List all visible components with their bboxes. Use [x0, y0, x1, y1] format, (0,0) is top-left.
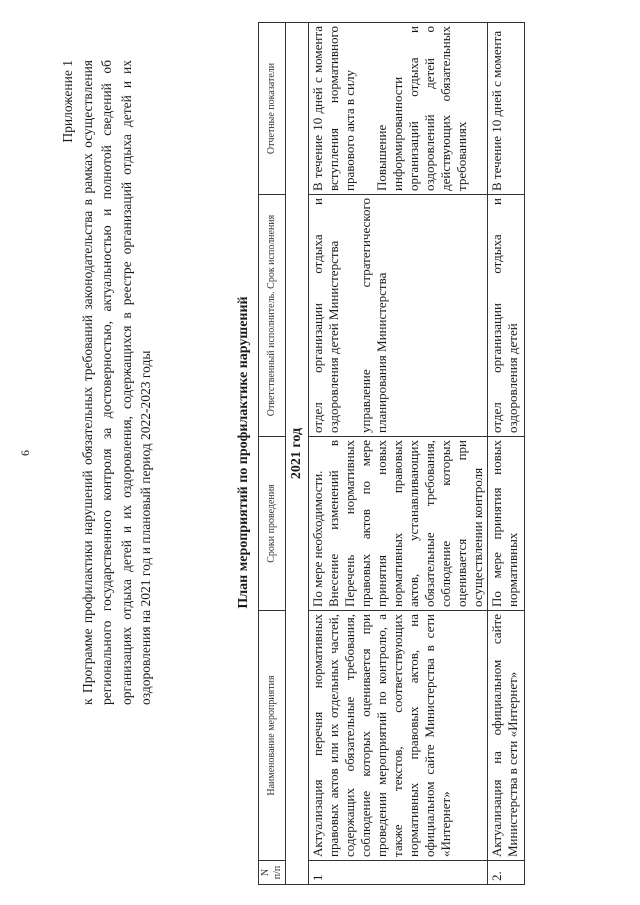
row-deadline: [488, 437, 525, 611]
page-number: 6: [18, 450, 32, 456]
row-deadline: [309, 437, 488, 611]
year-label: 2021 год: [286, 23, 309, 885]
row-num: 1: [309, 861, 488, 885]
header-deadline: Сроки проведения: [259, 437, 286, 611]
row-responsible: [309, 195, 488, 437]
row-responsible-line-2: управление стратегического планирования Министерства: [358, 198, 389, 433]
row-responsible: [488, 195, 525, 437]
appendix-title: Приложение 1: [60, 60, 75, 143]
year-row: [286, 23, 309, 885]
row-deadline-line-1: По мере необходимости.: [310, 470, 325, 607]
row-name-text: Актуализация на официальном сайте Министерства в сети «Интернет»: [489, 614, 520, 857]
header-responsible: Ответственный исполнитель. Срок исполнения: [259, 195, 286, 437]
measures-table: [258, 22, 525, 885]
table-header-row: [259, 23, 286, 885]
appendix-text: к Программе профилактики нарушений обязательных требований законодательства в рамках осуществления регионального государственного контроля за достоверностью, актуальностью и полнотой сведений об организациях отдыха детей и их оздоровления, содержащихся в реестре организаций отдыха детей и их оздоровления на 2021 год и плановый период 2022-2023 годы: [79, 60, 153, 705]
header-result: Отчетные показатели: [259, 23, 286, 195]
row-result-line-1: В течение 10 дней с момента вступления нормативного правового акта в силу: [310, 26, 357, 191]
appendix-header: [58, 60, 156, 705]
header-num: N п/п: [259, 861, 286, 885]
row-name: Актуализация перечня нормативных правовых актов или их отдельных частей, содержащих обязательные требования, соблюдение которых оценивается при проведении мероприятий по контролю, а также текстов, соответствующих нормативных правовых актов, на официальном сайте Министерства в сети «Интернет»: [309, 611, 488, 861]
row-deadline-line-2: Внесение изменений в Перечень нормативных правовых актов по мере принятия новых нормативных правовых актов, устанавливающих обязательные требования, соблюдение которых оценивается при осуществлении контроля: [326, 440, 485, 607]
row-num: 2.: [488, 861, 525, 885]
plan-title: План мероприятий по профилактике нарушений: [236, 296, 251, 609]
table-row: [309, 23, 488, 885]
row-responsible-line-1: отдел организации отдыха и оздоровления детей Министерства: [310, 198, 341, 433]
row-result-line-2: Повышение информированности организаций отдыха и оздоровлений детей о действующих обязательных требованиях: [374, 26, 469, 191]
row-deadline-text: По мере принятия новых нормативных: [489, 440, 520, 607]
row-name: [488, 611, 525, 861]
row-responsible-text: отдел организации отдыха и оздоровления детей: [489, 198, 520, 433]
table-row: [488, 23, 525, 885]
row-result: [488, 23, 525, 195]
header-name: Наименование мероприятия: [259, 611, 286, 861]
row-result: [309, 23, 488, 195]
row-result-text: В течение 10 дней с момента: [489, 30, 504, 191]
